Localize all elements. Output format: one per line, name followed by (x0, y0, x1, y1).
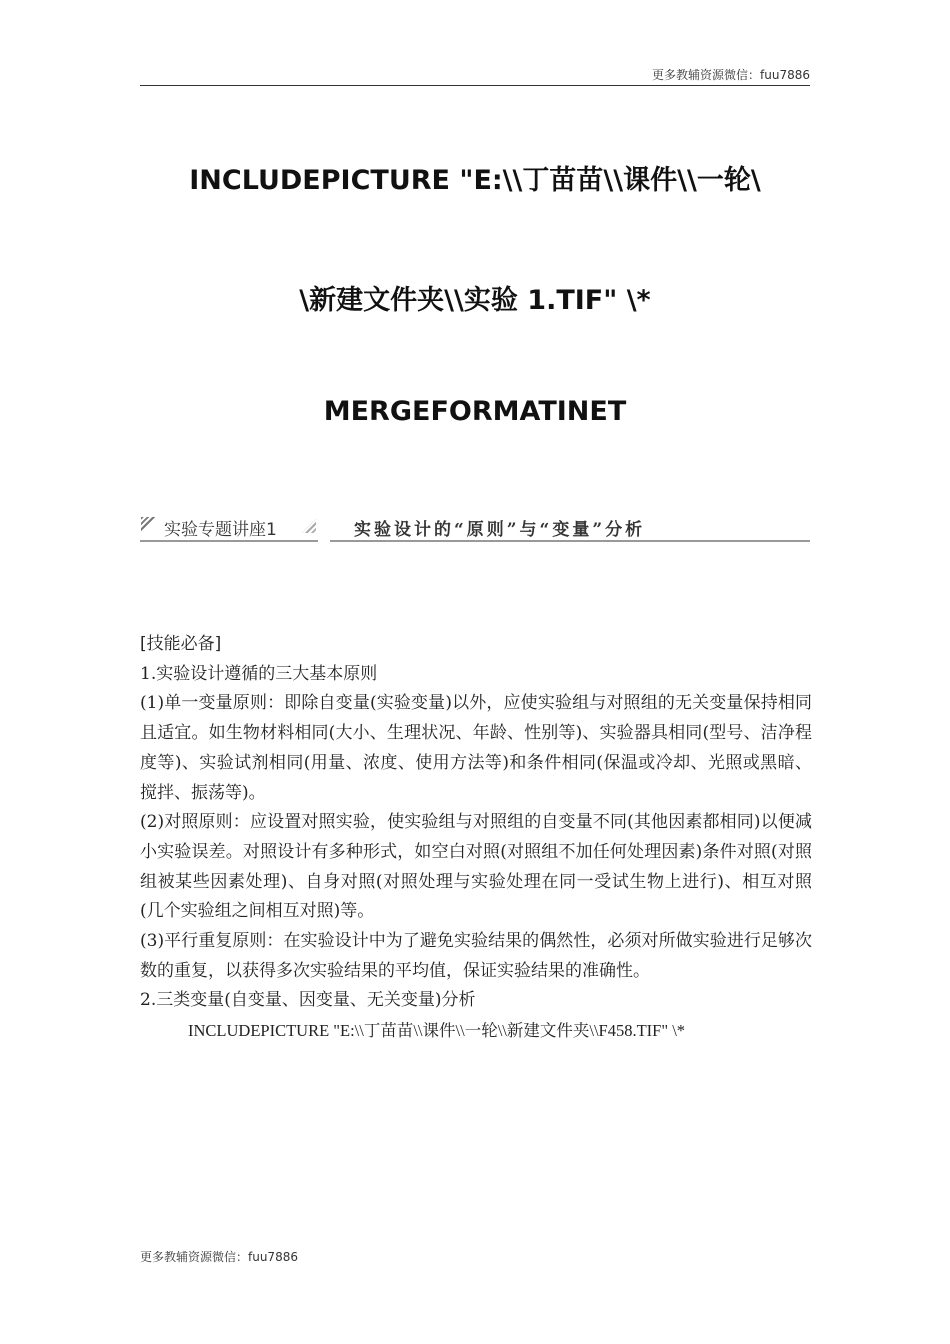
title-line-2: \新建文件夹\\实验 1.TIF" \* (299, 285, 651, 316)
title-line-3: MERGEFORMATINET (323, 396, 627, 427)
header-rule (140, 85, 810, 86)
title-line-1: INCLUDEPICTURE "E:\\丁苗苗\\课件\\一轮\ (189, 165, 761, 196)
principle-2-paragraph: (2)对照原则：应设置对照实验，使实验组与对照组的自变量不同(其他因素都相同)以便减小实验误差。对照设计有多种形式，如空白对照(对照组不加任何处理因素)条件对照(对照组被某些因素处理)、自身对照(对照处理与实验处理在同一受试生物上进行)、相互对照(几个实验组之间相互对照)等。 (140, 812, 812, 922)
section-banner (140, 512, 810, 542)
point1-heading: 1.实验设计遵循的三大基本原则 (140, 663, 378, 684)
point2-heading: 2.三类变量(自变量、因变量、无关变量)分析 (140, 990, 476, 1011)
principle-3-paragraph: (3)平行重复原则：在实验设计中为了避免实验结果的偶然性，必须对所做实验进行足够次数的重复，以获得多次实验结果的平均值，保证实验结果的准确性。 (140, 931, 812, 981)
footer-note: 更多教辅资源微信：fuu7886 (140, 1250, 298, 1264)
banner-topic-label: 实验设计的“原则”与“变量”分析 (354, 520, 646, 540)
header-note: 更多教辅资源微信：fuu7886 (652, 68, 810, 82)
skills-heading: [技能必备] (140, 634, 222, 654)
figure-field-code: INCLUDEPICTURE "E:\\丁苗苗\\课件\\一轮\\新建文件夹\\F458.TIF" \* (188, 1021, 686, 1041)
principle-1-paragraph: (1)单一变量原则：即除自变量(实验变量)以外，应使实验组与对照组的无关变量保持相同且适宜。如生物材料相同(大小、生理状况、年龄、性别等)、实验器具相同(型号、洁净程度等)、实验试剂相同(用量、浓度、使用方法等)和条件相同(保温或冷却、光照或黑暗、搅拌、振荡等)。 (140, 693, 812, 803)
stripe-decoration-icon (302, 519, 316, 533)
document-body (140, 630, 812, 1046)
banner-topic-tab (330, 512, 810, 542)
banner-lecture-label: 实验专题讲座1 (164, 520, 277, 540)
stripe-decoration-icon (141, 517, 157, 533)
banner-lecture-tab (140, 512, 318, 542)
